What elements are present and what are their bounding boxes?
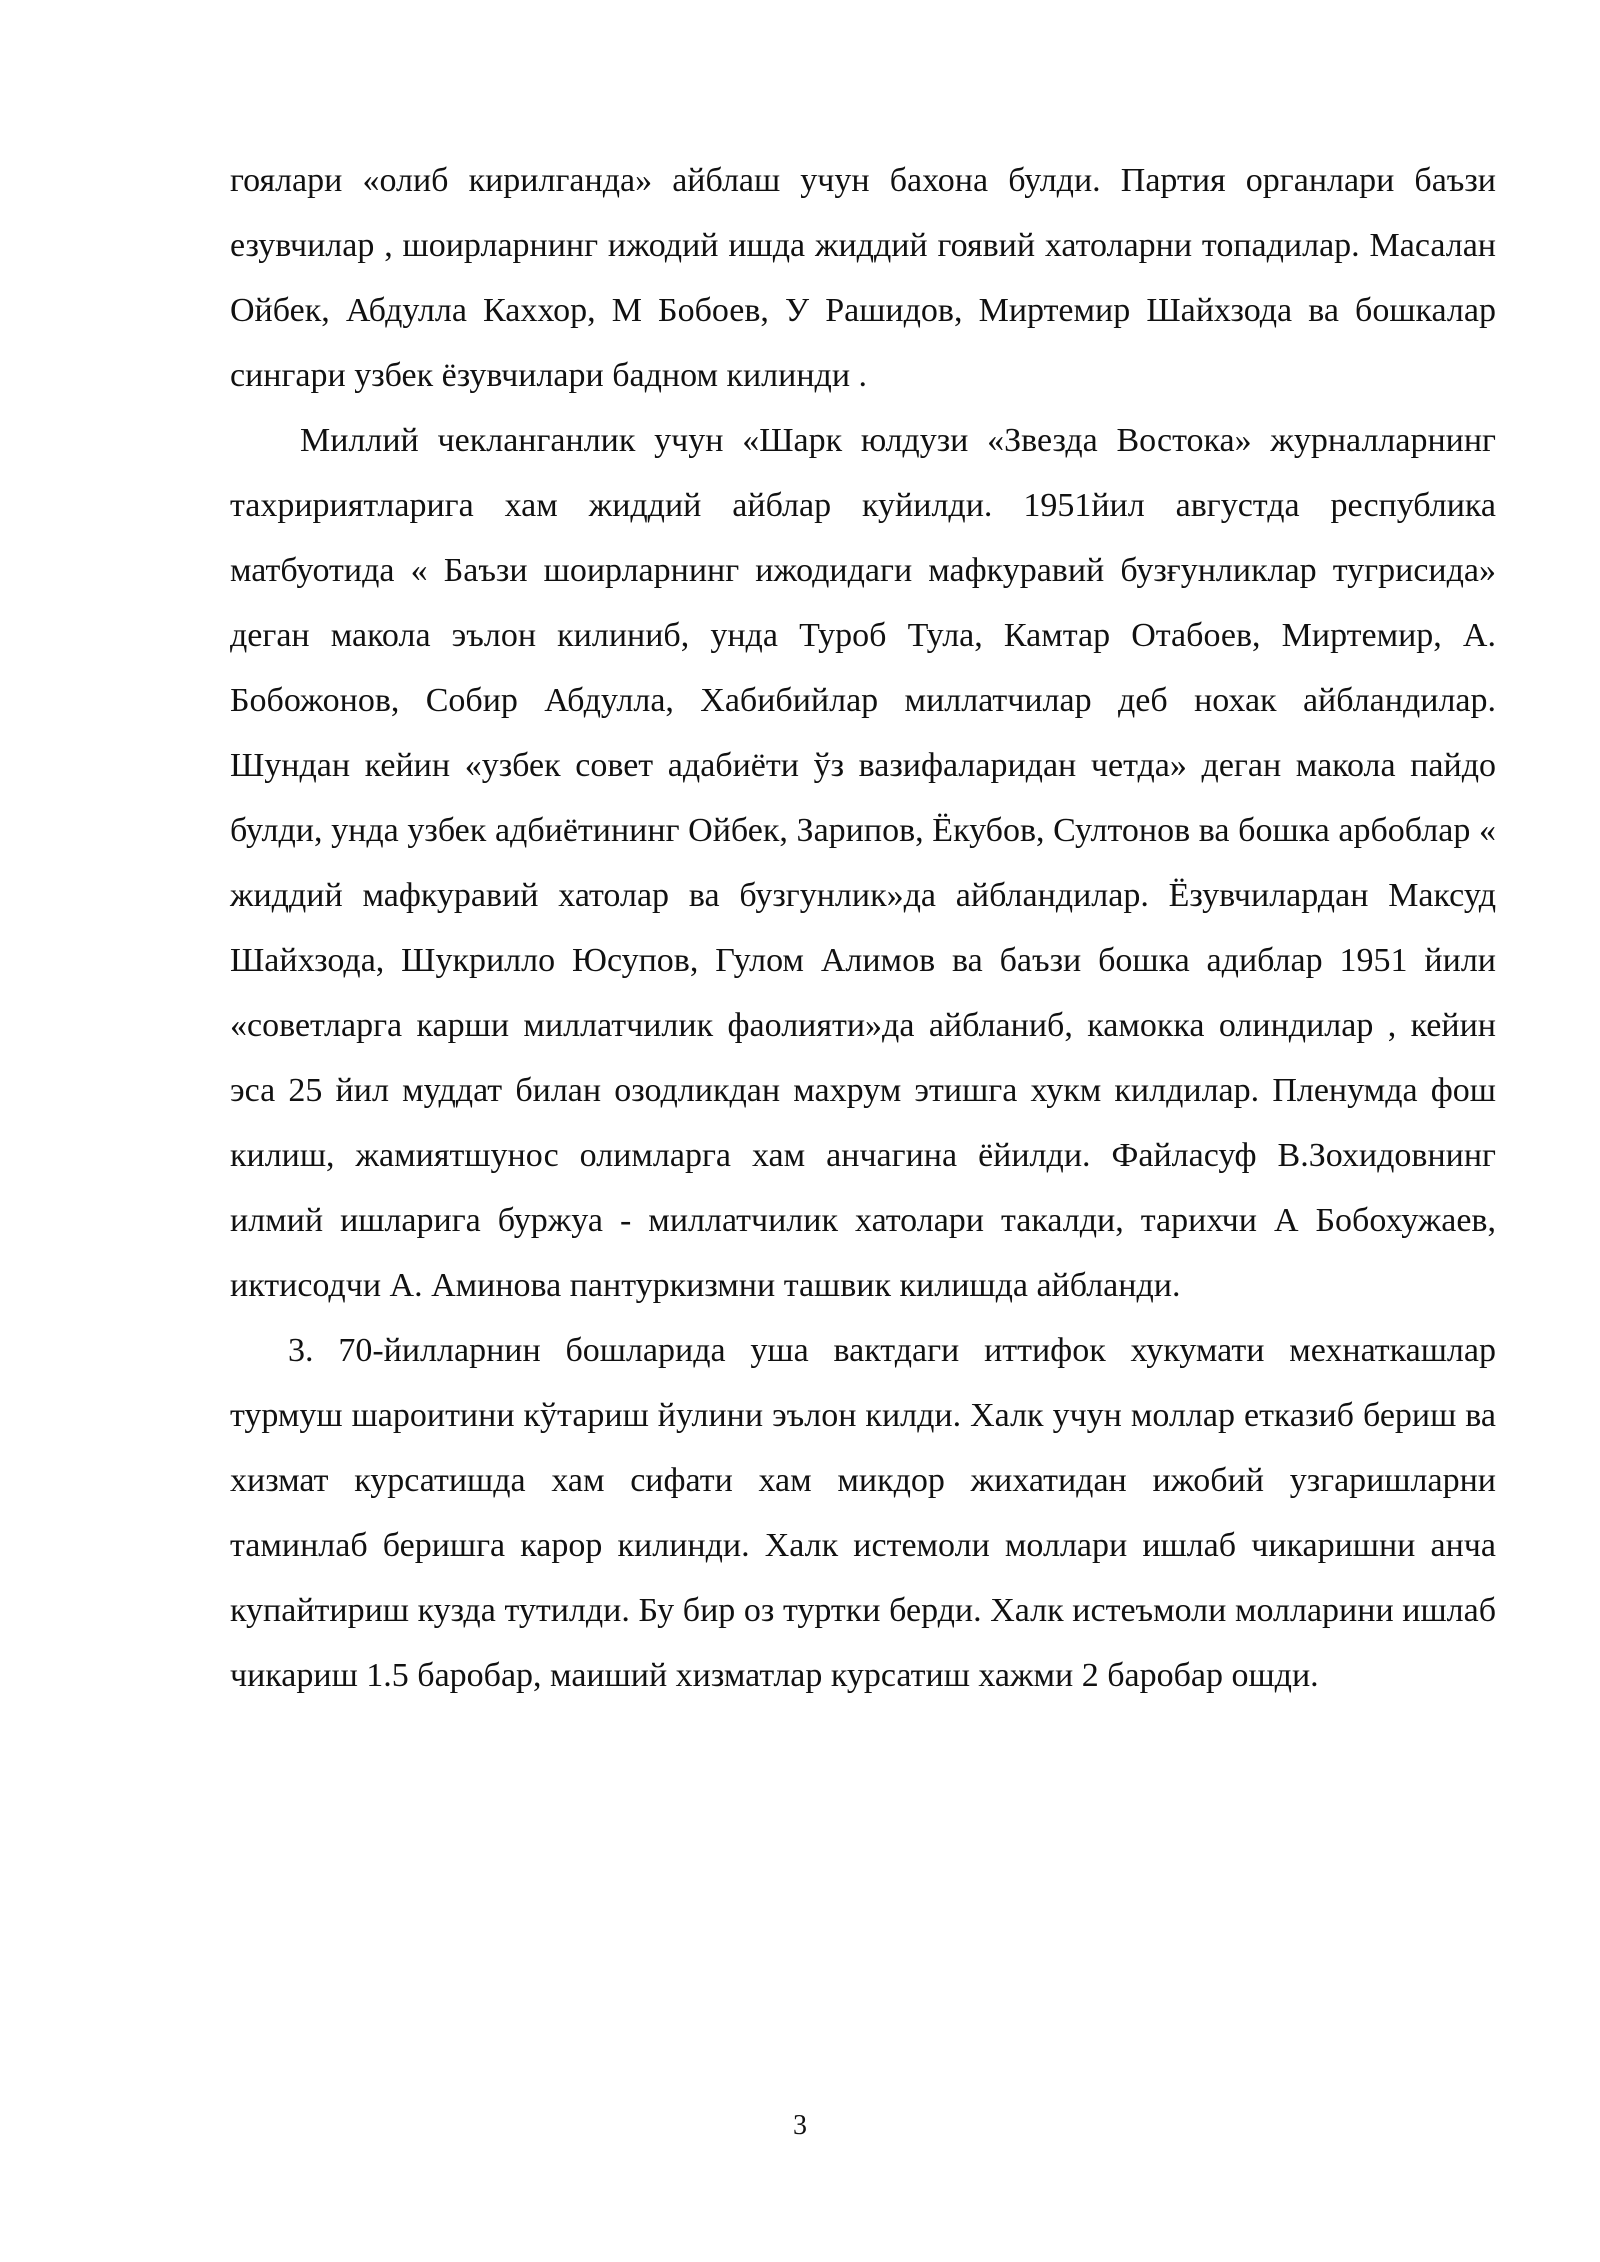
page-number: 3 xyxy=(793,2110,807,2141)
paragraph-2: Миллий чекланганлик учун «Шарк юлдузи «Звезда Востока» журналларнинг тахририятларига хам жиддий айблар куйилди. 1951йил августда республика матбуотида « Баъзи шоирларнинг ижодидаги мафкуравий бузғунликлар тугрисида» деган макола эълон килиниб, унда Туроб Тула, Камтар Отабоев, Миртемир, А. Бобожонов, Собир Абдулла, Хабибийлар миллатчилар деб нохак айбландилар. Шундан кейин «узбек совет адабиёти ўз вазифаларидан четда» деган макола пайдо булди, унда узбек адбиётининг Ойбек, Зарипов, Ёкубов, Султонов ва бошка арбоблар « жиддий мафкуравий хатолар ва бузгунлик»да айбландилар. Ёзувчилардан Максуд Шайхзода, Шукрилло Юсупов, Гулом Алимов ва баъзи бошка адиблар 1951 йили «советларга карши миллатчилик фаолияти»да айбланиб, камокка олиндилар , кейин эса 25 йил муддат билан озодликдан махрум этишга хукм килдилар. Пленумда фош килиш, жамиятшунос олимларга хам анчагина ёйилди. Файласуф В.Зохидовнинг илмий ишларига буржуа - миллатчилик хатолари такалди, тарихчи А Бобохужаев, иктисодчи А. Аминова пантуркизмни ташвик килишда айбланди. xyxy=(230,422,1496,1304)
paragraph-3: 3. 70-йилларнин бошларида уша вактдаги иттифок хукумати мехнаткашлар турмуш шароитини кўтариш йулини эълон килди. Халк учун моллар етказиб бериш ва хизмат курсатишда хам сифати хам микдор жихатидан ижобий узгаришларни таминлаб беришга карор килинди. Халк истемоли моллари ишлаб чикаришни анча купайтириш кузда тутилди. Бу бир оз туртки берди. Халк истеъмоли молларини ишлаб чикариш 1.5 баробар, маиший хизматлар курсатиш хажми 2 баробар ошди. xyxy=(230,1332,1496,1694)
body-text xyxy=(230,148,1496,1708)
paragraph-1: гоялари «олиб кирилганда» айблаш учун бахона булди. Партия органлари баъзи езувчилар , шоирларнинг ижодий ишда жиддий гоявий хатоларни топадилар. Масалан Ойбек, Абдулла Каххор, М Бобоев, У Рашидов, Миртемир Шайхзода ва бошкалар сингари узбек ёзувчилари бадном килинди . xyxy=(230,162,1496,394)
